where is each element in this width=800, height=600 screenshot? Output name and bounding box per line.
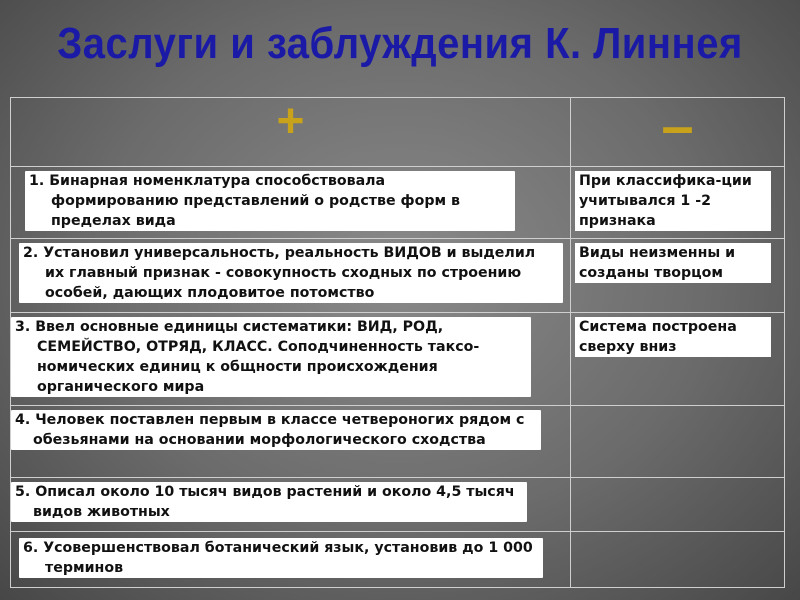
merit-cell [11, 313, 571, 406]
table-row [11, 167, 785, 239]
merit-text: 3. Ввел основные единицы систематики: ВИД, РОД, СЕМЕЙСТВО, ОТРЯД, КЛАСС. Соподчиненность таксо-номических единиц к общности происхождения органического мира [11, 317, 531, 397]
flaw-text: При классифика-ции учитывался 1 -2 признака [575, 171, 771, 231]
slide-title: Заслуги и заблуждения К. Линнея [57, 20, 743, 68]
flaw-cell [571, 167, 785, 239]
minus-sign: – [661, 94, 694, 159]
plus-sign: + [276, 95, 305, 148]
flaw-cell [571, 239, 785, 313]
flaw-cell [571, 406, 785, 478]
merit-cell [11, 167, 571, 239]
merit-text: 2. Установил универсальность, реальность ВИДОВ и выделил их главный признак - совокупность сходных по строению особей, дающих плодовитое потомство [19, 243, 563, 303]
merit-cell [11, 532, 571, 588]
merits-table [10, 94, 785, 588]
flaw-cell [571, 313, 785, 406]
table-row [11, 532, 785, 588]
header-minus-cell [571, 94, 785, 167]
merit-cell [11, 406, 571, 478]
flaw-cell [571, 532, 785, 588]
merit-cell [11, 239, 571, 313]
merit-text: 6. Усовершенствовал ботанический язык, установив до 1 000 терминов [19, 538, 543, 578]
table-row [11, 313, 785, 406]
header-plus-cell [11, 95, 571, 167]
merit-text: 1. Бинарная номенклатура способствовала формированию представлений о родстве форм в пределах вида [25, 171, 515, 231]
table-row [11, 239, 785, 313]
table-row [11, 478, 785, 532]
merit-text: 4. Человек поставлен первым в классе четвероногих рядом с обезьянами на основании морфологического сходства [11, 410, 541, 450]
merit-text: 5. Описал около 10 тысяч видов растений и около 4,5 тысяч видов животных [11, 482, 527, 522]
flaw-cell [571, 478, 785, 532]
table-header-row [11, 98, 785, 167]
table-row [11, 406, 785, 478]
merit-cell [11, 478, 571, 532]
flaw-text: Виды неизменны и созданы творцом [575, 243, 771, 283]
flaw-text: Система построена сверху вниз [575, 317, 771, 357]
